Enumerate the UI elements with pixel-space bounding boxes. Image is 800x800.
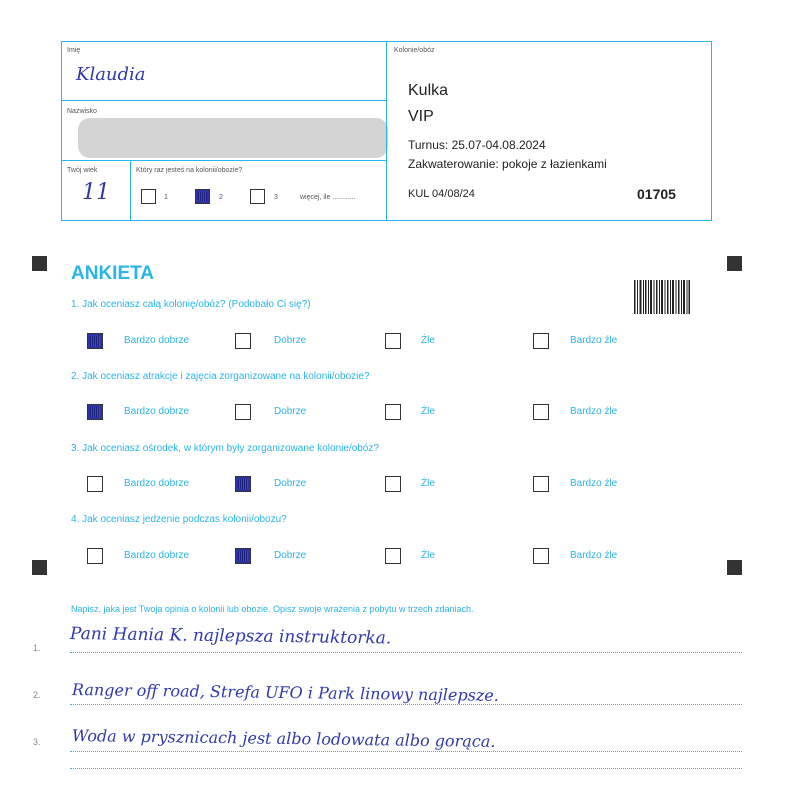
ktory-raz-label: Który raz jesteś na kolonii/obozie? bbox=[136, 167, 243, 174]
q2-option-zle[interactable] bbox=[385, 404, 401, 420]
q4-option-bardzo-zle[interactable] bbox=[533, 548, 549, 564]
line-number: 2. bbox=[33, 690, 41, 700]
q2-option-dobrze[interactable] bbox=[235, 404, 251, 420]
visit-option-2-checkbox[interactable] bbox=[195, 189, 210, 204]
option-label: Bardzo dobrze bbox=[124, 550, 190, 561]
camp-type: VIP bbox=[408, 108, 434, 125]
q3-option-bardzo-zle[interactable] bbox=[533, 476, 549, 492]
zakwaterowanie-text: Zakwaterowanie: pokoje z łazienkami bbox=[408, 157, 607, 171]
visit-option-3-label: 3 bbox=[274, 194, 278, 201]
registration-marker bbox=[727, 560, 742, 575]
q2-option-bardzo-dobrze[interactable] bbox=[87, 404, 103, 420]
option-label: Bardzo źle bbox=[570, 478, 618, 489]
kolonie-label: Kolonie/obóz bbox=[394, 47, 435, 54]
registration-marker bbox=[727, 256, 742, 271]
redacted-surname bbox=[78, 118, 388, 158]
nazwisko-label: Nazwisko bbox=[67, 108, 97, 115]
divider bbox=[61, 100, 387, 101]
writing-line bbox=[70, 704, 742, 705]
writing-line bbox=[70, 652, 742, 653]
question-3: 3. Jak oceniasz ośrodek, w którym były zorganizowane kolonie/obóz? bbox=[71, 443, 379, 454]
question-4: 4. Jak oceniasz jedzenie podczas kolonii/obozu? bbox=[71, 514, 287, 525]
q1-option-bardzo-zle[interactable] bbox=[533, 333, 549, 349]
wiek-value[interactable]: 11 bbox=[82, 180, 110, 205]
camp-name: Kulka bbox=[408, 82, 449, 99]
q1-option-zle[interactable] bbox=[385, 333, 401, 349]
option-label: Bardzo dobrze bbox=[124, 478, 190, 489]
barcode-icon bbox=[634, 280, 690, 314]
option-label: Bardzo dobrze bbox=[124, 406, 190, 417]
visit-option-1-label: 1 bbox=[164, 194, 168, 201]
form-number: 01705 bbox=[637, 186, 676, 202]
turnus-text: Turnus: 25.07-04.08.2024 bbox=[408, 138, 546, 152]
registration-marker bbox=[32, 560, 47, 575]
visit-option-3-checkbox[interactable] bbox=[250, 189, 265, 204]
writing-line bbox=[70, 751, 742, 752]
writing-line bbox=[70, 768, 742, 769]
opinion-line-3[interactable]: Woda w prysznicach jest albo lodowata albo gorąca. bbox=[71, 726, 496, 751]
question-1: 1. Jak oceniasz całą kolonię/obóz? (Podobało Ci się?) bbox=[71, 299, 311, 310]
divider bbox=[130, 160, 131, 221]
q1-option-dobrze[interactable] bbox=[235, 333, 251, 349]
divider bbox=[61, 160, 387, 161]
camp-code: KUL 04/08/24 bbox=[408, 188, 475, 200]
imie-label: Imię bbox=[67, 47, 81, 54]
survey-title: ANKIETA bbox=[71, 263, 155, 284]
option-label: Źle bbox=[421, 335, 435, 346]
option-label: Źle bbox=[421, 478, 435, 489]
q4-option-zle[interactable] bbox=[385, 548, 401, 564]
q3-option-zle[interactable] bbox=[385, 476, 401, 492]
option-label: Źle bbox=[421, 550, 435, 561]
q4-option-dobrze[interactable] bbox=[235, 548, 251, 564]
registration-marker bbox=[32, 256, 47, 271]
option-label: Źle bbox=[421, 406, 435, 417]
option-label: Bardzo dobrze bbox=[124, 335, 190, 346]
line-number: 1. bbox=[33, 643, 41, 653]
option-label: Bardzo źle bbox=[570, 550, 618, 561]
option-label: Bardzo źle bbox=[570, 406, 618, 417]
visit-option-1-checkbox[interactable] bbox=[141, 189, 156, 204]
question-2: 2. Jak oceniasz atrakcje i zajęcia zorganizowane na kolonii/obozie? bbox=[71, 371, 370, 382]
visit-option-2-label: 2 bbox=[219, 194, 223, 201]
option-label: Dobrze bbox=[274, 406, 307, 417]
q3-option-bardzo-dobrze[interactable] bbox=[87, 476, 103, 492]
line-number: 3. bbox=[33, 737, 41, 747]
q1-option-bardzo-dobrze[interactable] bbox=[87, 333, 103, 349]
opinion-line-1[interactable]: Pani Hania K. najlepsza instruktorka. bbox=[69, 624, 392, 649]
option-label: Dobrze bbox=[274, 550, 307, 561]
wiek-label: Twój wiek bbox=[67, 167, 98, 174]
visit-more-label: więcej, ile ............ bbox=[300, 194, 356, 201]
q3-option-dobrze[interactable] bbox=[235, 476, 251, 492]
opinion-line-2[interactable]: Ranger off road, Strefa UFO i Park linowy najlepsze. bbox=[71, 680, 499, 705]
option-label: Bardzo źle bbox=[570, 335, 618, 346]
q2-option-bardzo-zle[interactable] bbox=[533, 404, 549, 420]
imie-value[interactable]: Klaudia bbox=[76, 64, 146, 85]
option-label: Dobrze bbox=[274, 335, 307, 346]
option-label: Dobrze bbox=[274, 478, 307, 489]
q4-option-bardzo-dobrze[interactable] bbox=[87, 548, 103, 564]
opinion-prompt: Napisz, jaka jest Twoja opinia o kolonii lub obozie. Opisz swoje wrażenia z pobytu w trzech zdaniach. bbox=[71, 604, 474, 614]
